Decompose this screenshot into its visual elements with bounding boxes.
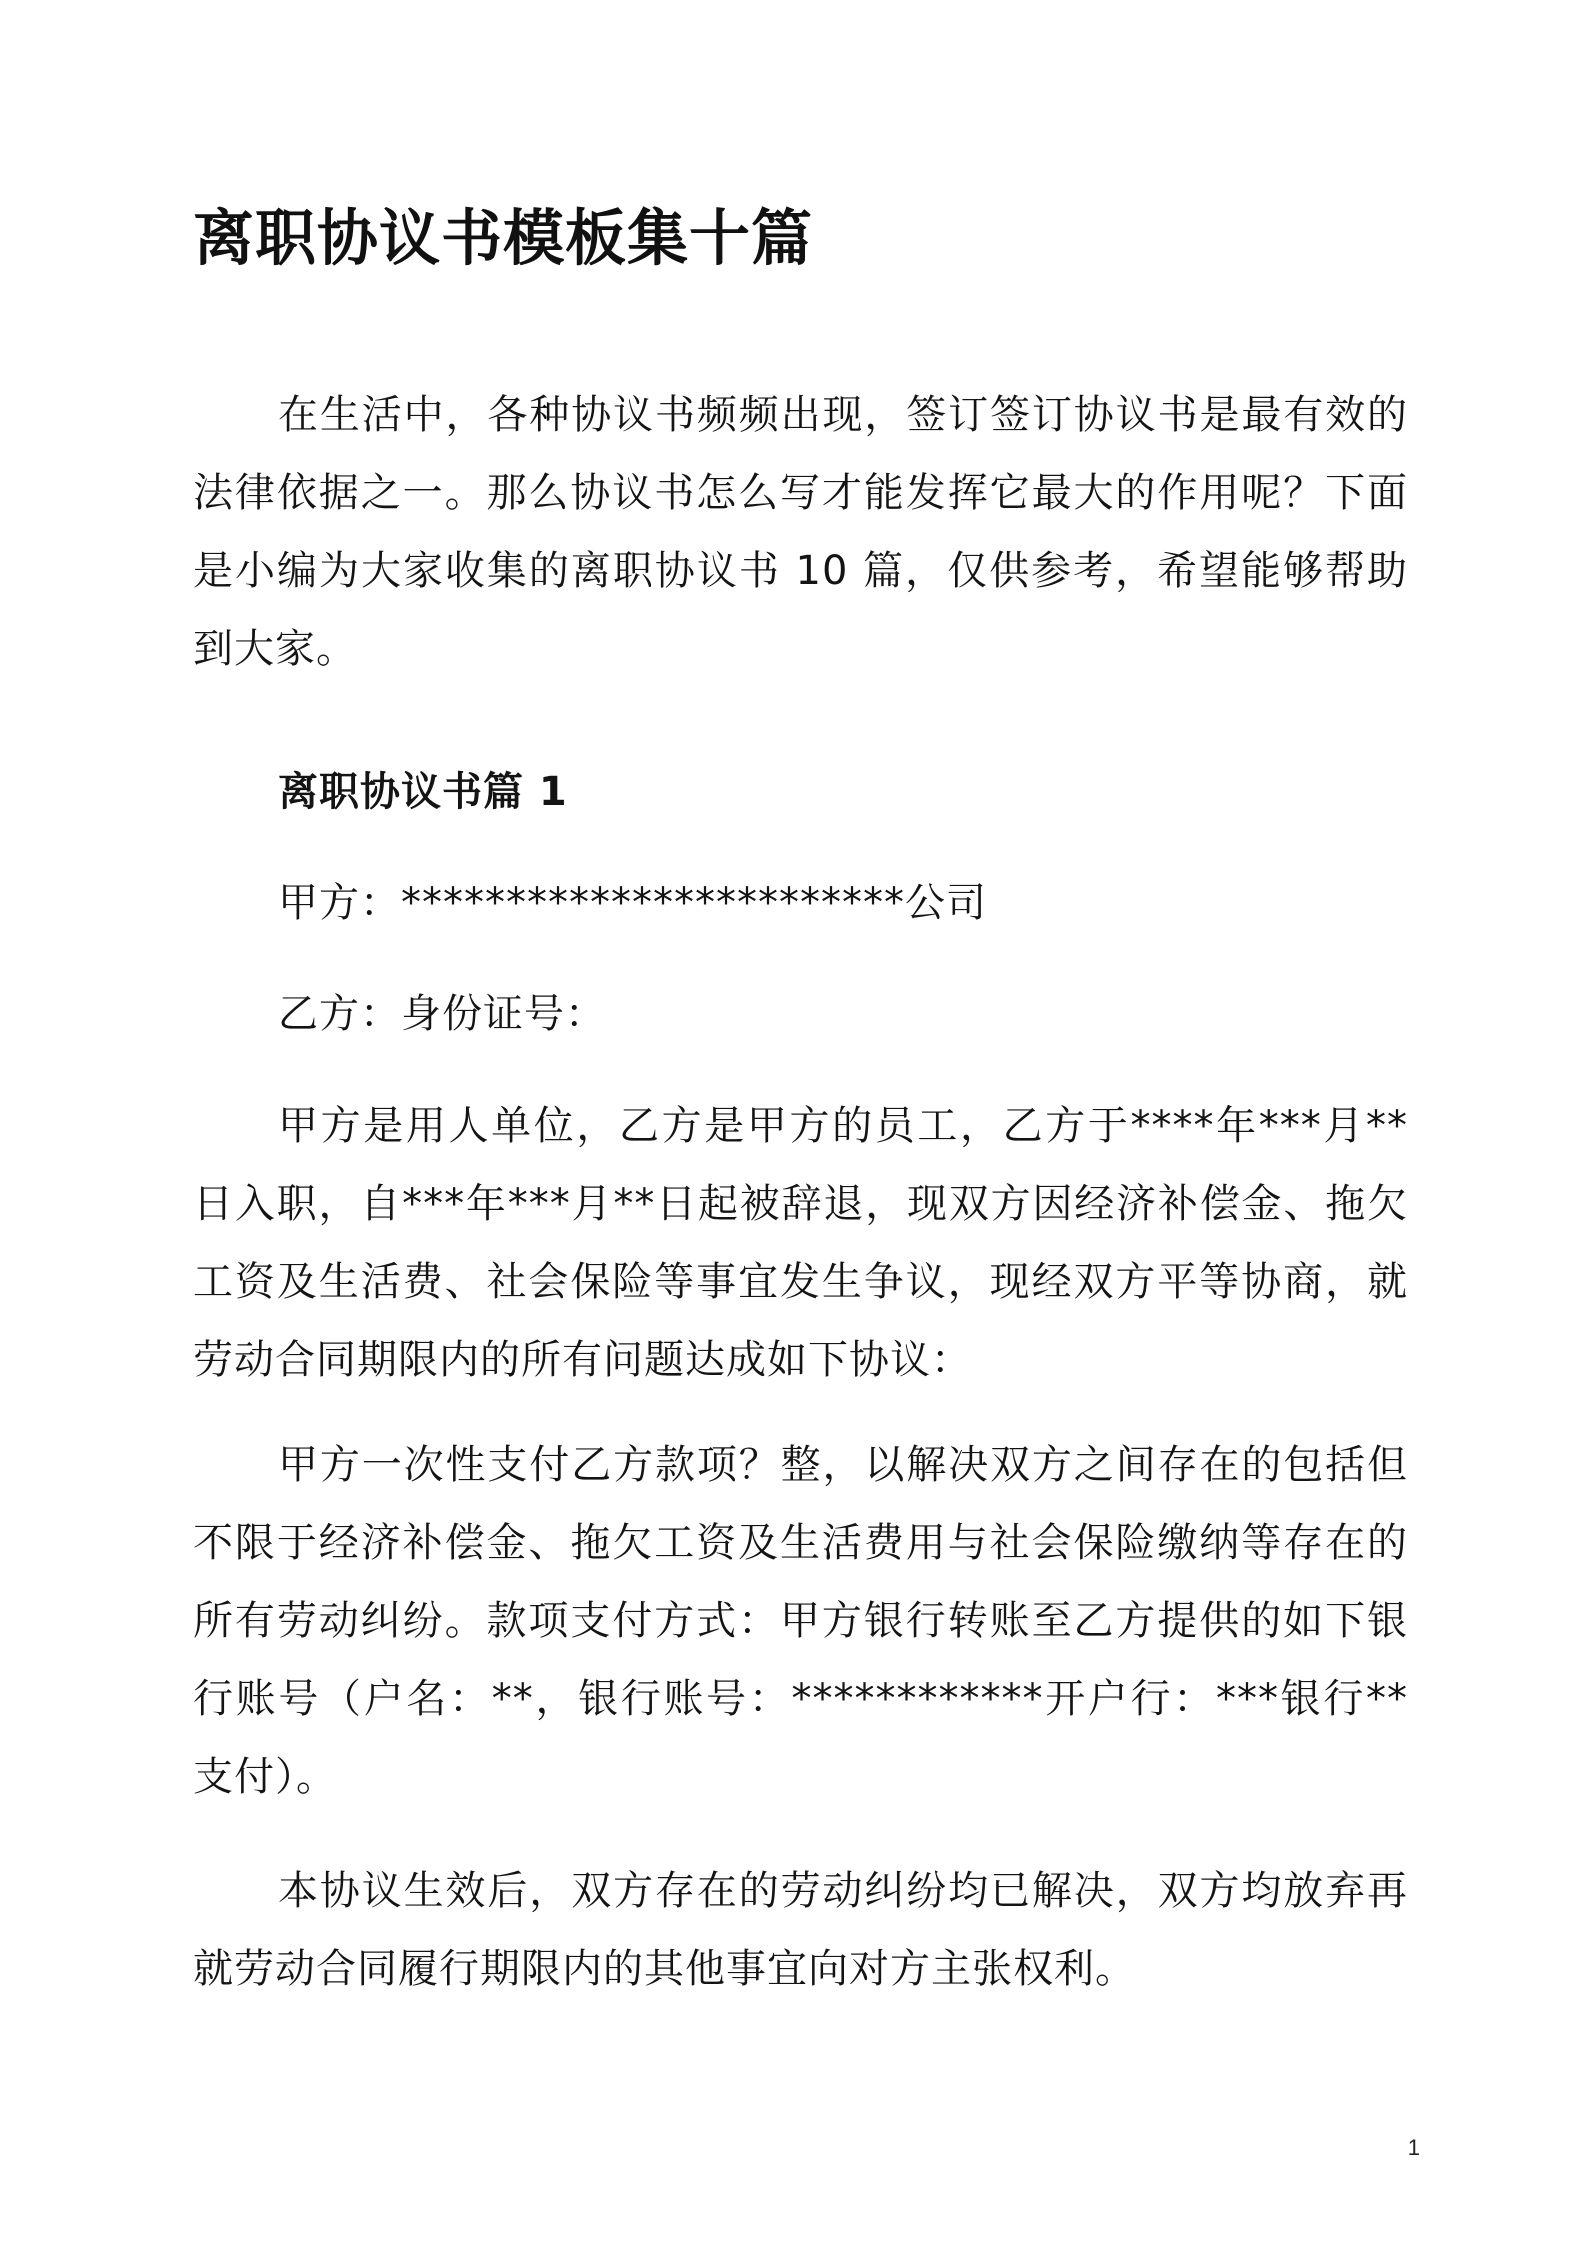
- document-title: 离职协议书模板集十篇: [193, 203, 814, 274]
- page-number: 1: [1407, 2135, 1420, 2160]
- agreement-paragraph-2: 甲方一次性支付乙方款项？整，以解决双方之间存在的包括但不限于经济补偿金、拖欠工资及生活费用与社会保险缴纳等存在的所有劳动纠纷。款项支付方式：甲方银行转账至乙方提供的如下银行账号（户名：**，银行账号：************开户行：***银行**支付）。: [193, 1442, 1408, 1800]
- agreement-paragraph-1: 甲方是用人单位，乙方是甲方的员工，乙方于****年***月**日入职，自***年***月**日起被辞退，现双方因经济补偿金、拖欠工资及生活费、社会保险等事宜发生争议，现经双方平等协商，就劳动合同期限内的所有问题达成如下协议：: [193, 1103, 1408, 1383]
- party-b-line: 乙方：身份证号：: [278, 991, 606, 1037]
- section-heading: 离职协议书篇 1: [278, 769, 568, 815]
- party-a-line: 甲方：************************公司: [278, 880, 987, 926]
- agreement-paragraph-3: 本协议生效后，双方存在的劳动纠纷均已解决，双方均放弃再就劳动合同履行期限内的其他事宜向对方主张权利。: [193, 1868, 1408, 1992]
- intro-paragraph: 在生活中，各种协议书频频出现，签订签订协议书是最有效的法律依据之一。那么协议书怎么写才能发挥它最大的作用呢？下面是小编为大家收集的离职协议书 10 篇，仅供参考，希望能够帮助到大家。: [193, 392, 1408, 672]
